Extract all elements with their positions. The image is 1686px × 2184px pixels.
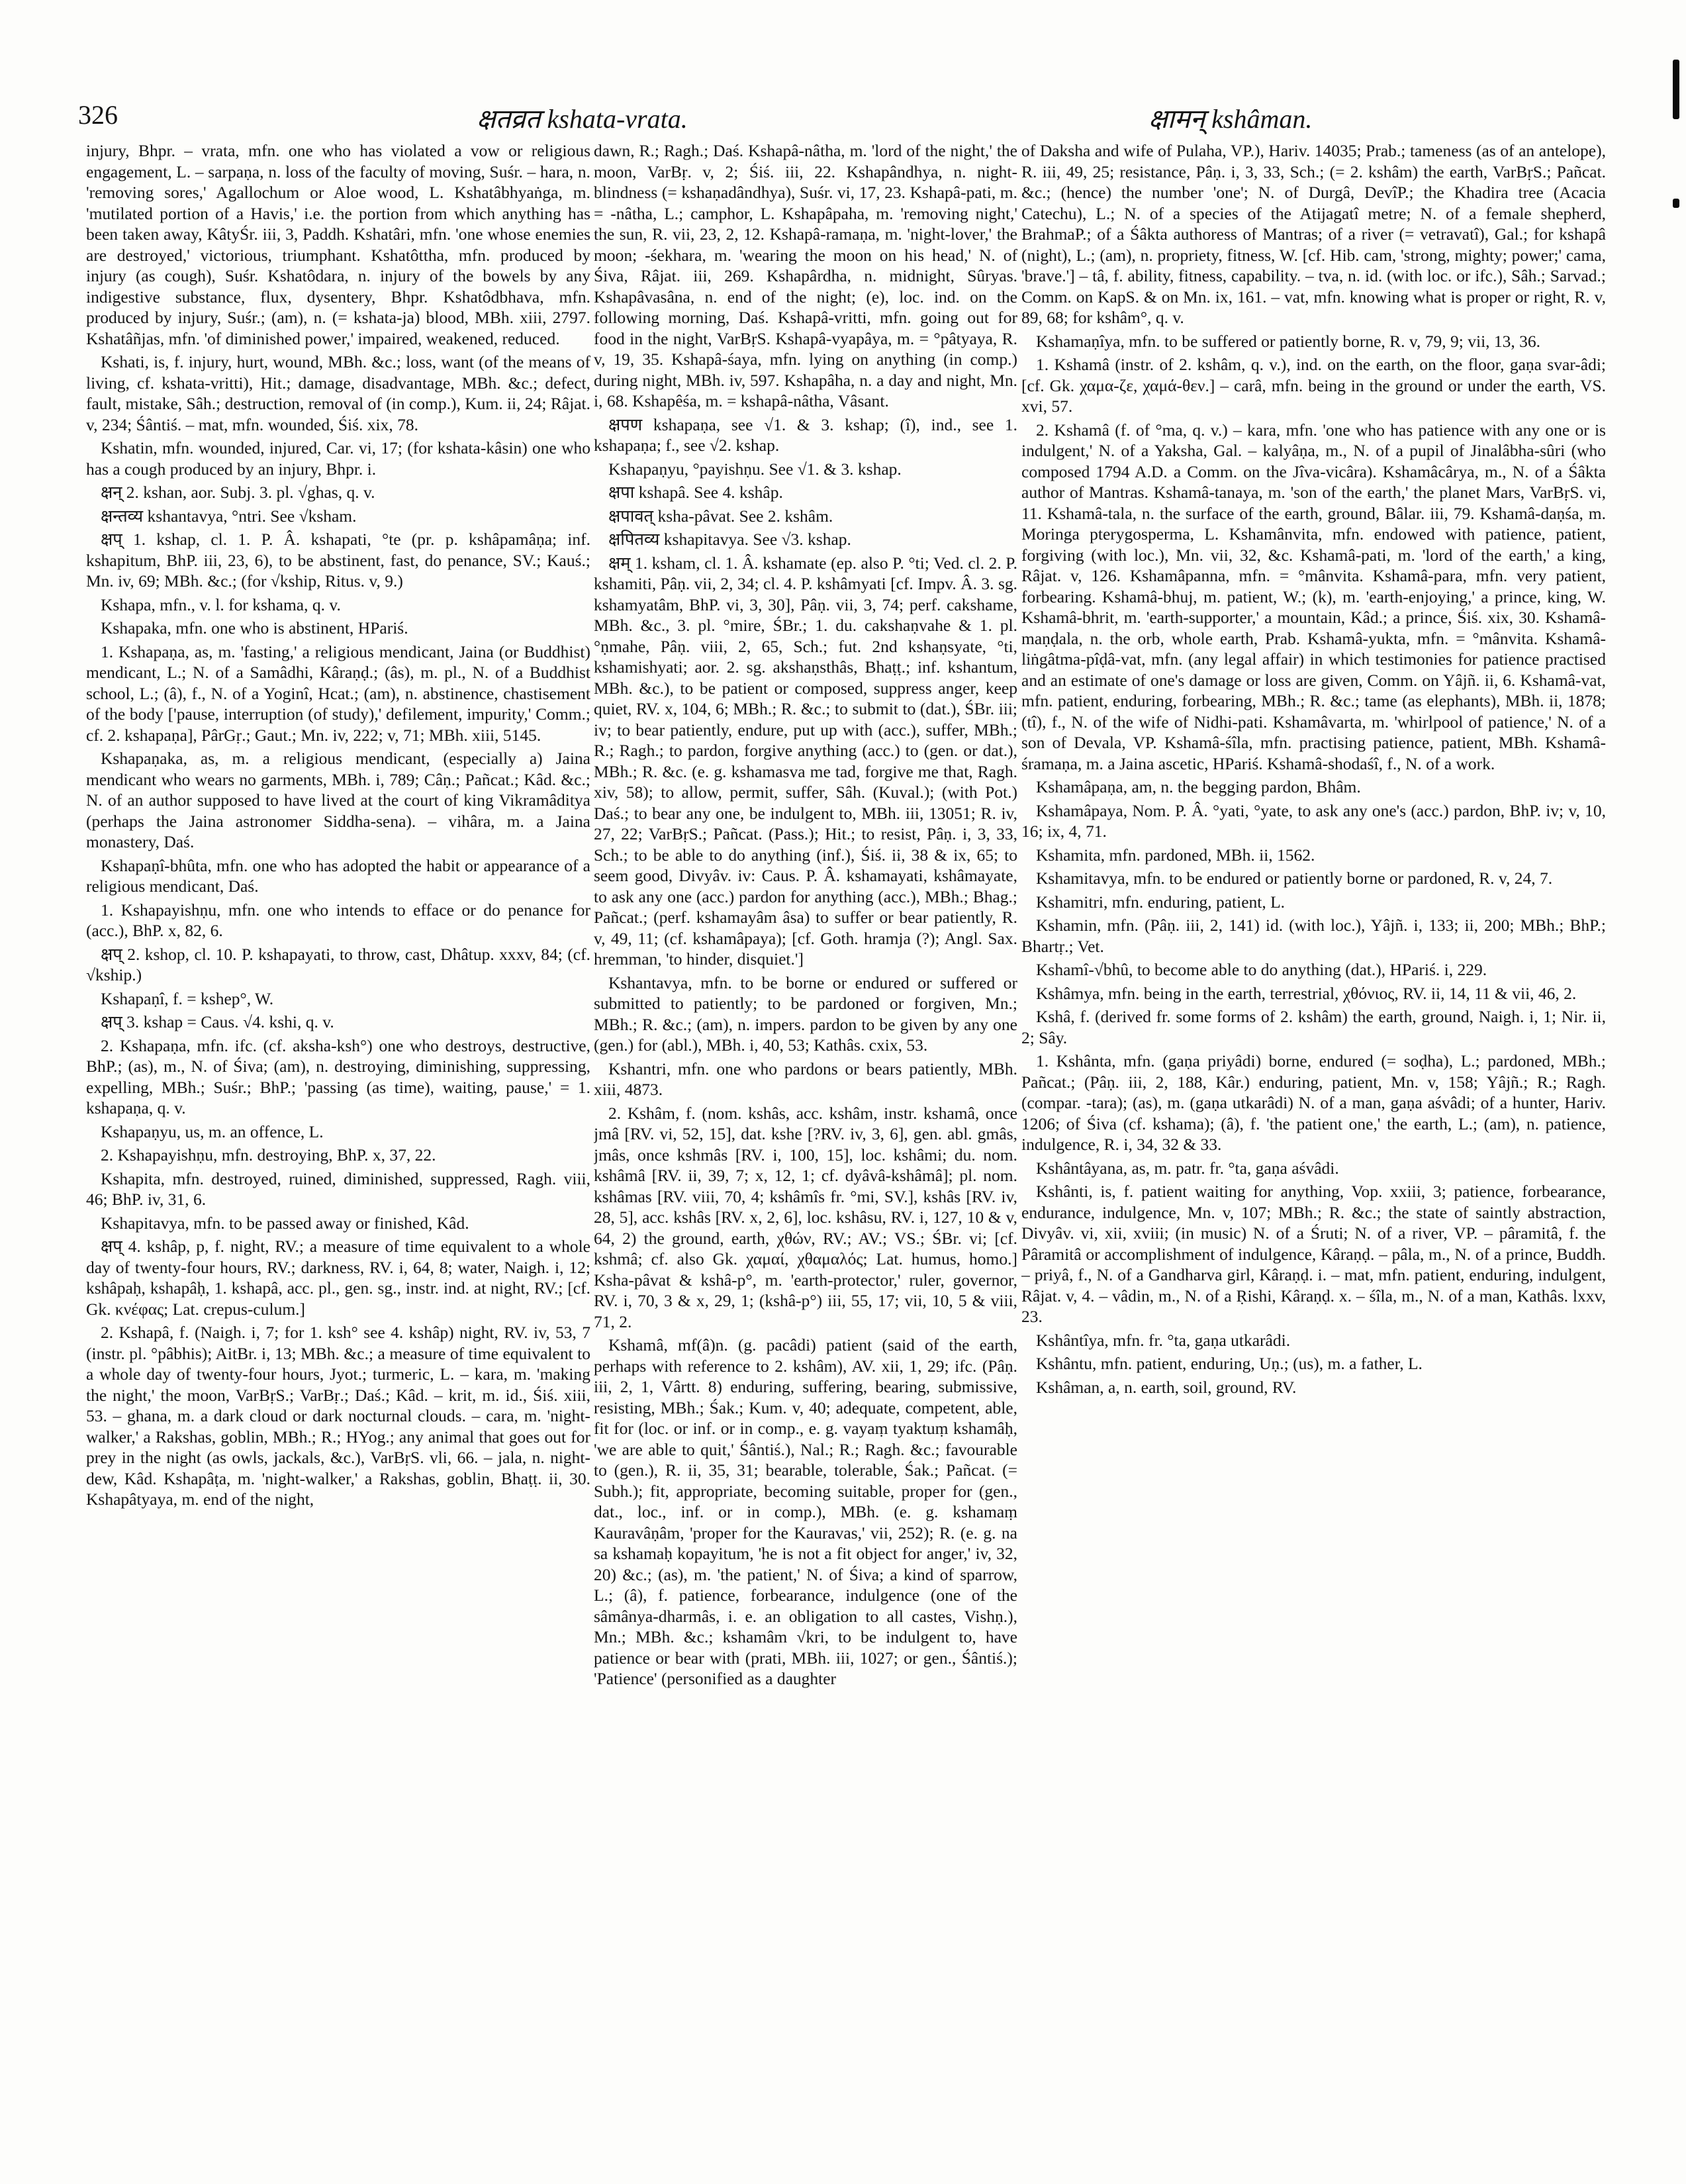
dictionary-entry: क्षप् 2. kshop, cl. 10. P. kshapayati, to throw, cast, Dhâtup. xxxv, 84; (cf. √kship.)	[86, 944, 590, 984]
running-head-left: क्षतव्रत kshata-vrata.	[477, 104, 688, 134]
dictionary-column-2	[594, 140, 1017, 2100]
dictionary-entry: Kshapa, mfn., v. l. for kshama, q. v.	[101, 594, 341, 614]
dictionary-column-1	[86, 140, 590, 2100]
dictionary-entry: क्षपण kshapaṇa, see √1. & 3. kshap; (î), ind., see 1. kshapaṇa; f., see √2. kshap.	[594, 414, 1017, 455]
dictionary-entry: 2. Kshapâ, f. (Naigh. i, 7; for 1. ksh° see 4. kshâp) night, RV. iv, 53, 7 (instr. pl. °pâbhis); AitBr. i, 13; MBh. &c.; a measure of time equivalent to a whole day of twenty-four hours, Jyot.; turmeric, L. – kara, m. 'making the night,' the moon, VarBṛS.; VarBṛ.; Daś.; Kâd. – krit, m. id., Śiś. xiii, 53. – ghana, m. a dark cloud or dark nocturnal clouds. – cara, m. 'night-walker,' a Rakshas, goblin, MBh.; R.; HYog.; any animal that goes out for prey in the night (as owls, jackals, &c.), VarBṛS. vli, 66. – jala, n. night-dew, Kâd. Kshapâṭa, m. 'night-walker,' a Rakshas, goblin, Bhaṭṭ. ii, 30. Kshapâtyaya, m. end of the night,	[86, 1323, 590, 1509]
dictionary-entry: Kshânti, is, f. patient waiting for anything, Vop. xxiii, 3; patience, forbearance, endurance, indulgence, Mn. v, 107; MBh.; R. &c.; the state of saintly abstraction, Divyâv. vi, xii, xviii; (in music) N. of a Śruti; N. of a river, VP. – pâramitâ, f. the Pâramitâ or accomplishment of indulgence, Kâraṇḍ. – pâla, m., N. of a prince, Buddh. – priyâ, f., N. of a Gandharva girl, Kâraṇḍ. i. – mat, mfn. patient, enduring, indulgent, Râjat. v, 4. – vâdin, m., N. of a Ṛishi, Kâraṇḍ. x. – śîla, m., N. of a man, Kathâs. lxxv, 23.	[1021, 1182, 1606, 1326]
dictionary-entry: Kshamaṇîya, mfn. to be suffered or patiently borne, R. v, 79, 9; vii, 13, 36.	[1036, 331, 1541, 351]
dictionary-entry: Kshântâyana, as, m. patr. fr. °ta, gaṇa aśvâdi.	[1036, 1158, 1339, 1178]
dictionary-entry: Kshapaṇî-bhûta, mfn. one who has adopted the habit or appearance of a religious mendicant, Daś.	[86, 855, 590, 896]
running-head-right: क्षामन् kshâman.	[1148, 104, 1313, 134]
dictionary-entry: Kshamin, mfn. (Pâṇ. iii, 2, 141) id. (with loc.), Yâjñ. i, 133; ii, 200; MBh.; BhP.; Bhartṛ.; Vet.	[1021, 916, 1606, 956]
dictionary-entry: Kshati, is, f. injury, hurt, wound, MBh. &c.; loss, want (of the means of living, cf. kshata-vritti), Hit.; damage, disadvantage, MBh. &c.; defect, fault, mistake, Sâh.; destruction, removal of (in comp.), Kum. ii, 24; Râjat. v, 234; Śântiś. – mat, mfn. wounded, Śiś. xix, 78.	[86, 352, 590, 434]
dictionary-entry: Kshapaṇyu, °payishṇu. See √1. & 3. kshap.	[608, 459, 902, 479]
dictionary-entry: 2. Kshâm, f. (nom. kshâs, acc. kshâm, instr. kshamâ, once jmâ [RV. vi, 52, 15], dat. kshe [?RV. iv, 3, 6], gen. abl. gmâs, jmâs, once kshmâs [RV. i, 100, 15], loc. kshâmi; du. nom. kshâmâ [RV. ii, 39, 7; x, 12, 1; cf. dyâvâ-kshâmâ]; pl. nom. kshâmas [RV. viii, 70, 4; kshâmîs fr. °mi, SV.], kshâs [RV. iv, 28, 5], acc. kshâs [RV. x, 2, 6], loc. kshâsu, RV. i, 127, 10 & v, 64, 2) the ground, earth, χθών, RV.; AV.; VS.; ŚBr. vi; [cf. kshmâ; cf. also Gk. χαμαί, χθαμαλός; Lat. humus, homo.] Ksha-pâvat & kshâ-p°, m. 'earth-protector,' ruler, governor, RV. i, 70, 3 & x, 29, 1; (kshâ-p°) iii, 55, 17; vii, 10, 5 & viii, 71, 2.	[594, 1103, 1017, 1331]
dictionary-entry: क्षप् 4. kshâp, p, f. night, RV.; a measure of time equivalent to a whole day of twenty-four hours, RV.; darkness, RV. i, 64, 8; water, Naigh. i, 12; kshâpaḥ, kshapâḥ, 1. kshapâ, acc. pl., gen. sg., instr. ind. at night, RV.; [cf. Gk. κνέφας; Lat. crepus-culum.]	[86, 1237, 590, 1319]
dictionary-entry: 1. Kshânta, mfn. (gaṇa priyâdi) borne, endured (= soḍha), L.; pardoned, MBh.; Pañcat.; (Pâṇ. iii, 2, 188, Kâr.) enduring, patient, Mn. v, 158; Yâjñ.; R.; Ragh. (compar. -tara); (as), m. (gaṇa utkarâdi) N. of a man, gaṇa aśvâdi; of a hunter, Hariv. 1206; of Śiva (cf. kshama); (â), f. 'the patient one,' the earth, L.; (am), n. patience, indulgence, R. i, 34, 32 & 33.	[1021, 1051, 1606, 1154]
dictionary-entry: Kshamita, mfn. pardoned, MBh. ii, 1562.	[1036, 845, 1315, 865]
dictionary-entry: Kshâmya, mfn. being in the earth, terrestrial, χθόνιος, RV. ii, 14, 11 & vii, 46, 2.	[1036, 983, 1577, 1003]
dictionary-entry: Kshatin, mfn. wounded, injured, Car. vi, 17; (for kshata-kâsin) one who has a cough produced by an injury, Bhpr. i.	[86, 438, 590, 479]
dictionary-entry: Kshamî-√bhû, to become able to do anything (dat.), HPariś. i, 229.	[1036, 960, 1487, 979]
dictionary-entry: Kshamitri, mfn. enduring, patient, L.	[1036, 892, 1286, 912]
dictionary-entry: 2. Kshapaṇa, mfn. ifc. (cf. aksha-ksh°) one who destroys, destructive, BhP.; (as), m., N. of Śiva; (am), n. destroying, diminishing, suppressing, expelling, MBh.; Suśr.; BhP.; 'passing (as time), waiting, pause,' = 1. kshapaṇa, q. v.	[86, 1035, 590, 1117]
dictionary-entry: Kshantavya, mfn. to be borne or endured or suffered or submitted to patiently; to be pardoned or forgiven, Mn.; MBh.; R. &c.; (am), n. impers. pardon to be given by any one (gen.) for (abl.), MBh. i, 40, 53; Kathâs. cxix, 53.	[594, 973, 1017, 1055]
dictionary-entry: 1. Kshapaṇa, as, m. 'fasting,' a religious mendicant, Jaina (or Buddhist) mendicant, L.; N. of a Samâdhi, Kâraṇḍ.; (âs), m. pl., N. of a Buddhist school, L.; (â), f., N. of a Yoginî, Hcat.; (am), n. abstinence, chastisement of the body ['pause, interruption (of study),' defilement, impurity,' Comm.; cf. 2. kshapaṇa], PârGṛ.; Gaut.; Mn. iv, 222; v, 71; MBh. xiii, 5145.	[86, 641, 590, 745]
dictionary-entry: क्षपा kshapâ. See 4. kshâp.	[608, 483, 783, 502]
dictionary-entry: Kshapaṇyu, us, m. an offence, L.	[101, 1121, 324, 1141]
dictionary-entry: Kshamitavya, mfn. to be endured or patiently borne or pardoned, R. v, 24, 7.	[1036, 869, 1553, 888]
dictionary-entry: Kshapitavya, mfn. to be passed away or finished, Kâd.	[101, 1213, 469, 1233]
page-number: 326	[78, 100, 118, 130]
dictionary-column-3	[1021, 140, 1606, 2100]
dictionary-entry: Kshântîya, mfn. fr. °ta, gaṇa utkarâdi.	[1036, 1330, 1291, 1350]
dictionary-entry: 1. Kshapayishṇu, mfn. one who intends to efface or do penance for (acc.), BhP. x, 82, 6.	[86, 900, 590, 940]
dictionary-entry: injury, Bhpr. – vrata, mfn. one who has violated a vow or religious engagement, L. – sarpaṇa, n. loss of the faculty of moving, Suśr. – hara, n. 'removing sores,' Agallochum or Aloe wood, L. Kshatâbhyaṅga, m. 'mutilated portion of a Havis,' i.e. the portion from which anything has been taken away, KâtyŚr. iii, 3, Paddh. Kshatâri, mfn. 'one whose enemies are destroyed,' victorious, triumphant. Kshatôttha, mfn. produced by injury (as cough), Suśr. Kshatôdara, n. injury of the bowels by any indigestive substance, flux, dysentery, Bhpr. Kshatôdbhava, mfn. produced by injury, Suśr.; (am), n. (= kshata-ja) blood, MBh. xiii, 2797. Kshatâñjas, mfn. 'of diminished power,' impaired, weakened, reduced.	[86, 141, 590, 348]
page-edge-mark	[1673, 60, 1679, 119]
dictionary-entry: 1. Kshamâ (instr. of 2. kshâm, q. v.), ind. on the earth, on the floor, gaṇa svar-âdi; [cf. Gk. χαμα-ζε, χαμά-θεν.] – carâ, mfn. being in the ground or under the earth, VS. xvi, 57.	[1021, 355, 1606, 416]
dictionary-entry: Kshamâpaṇa, am, n. the begging pardon, Bhâm.	[1036, 777, 1361, 796]
dictionary-entry: dawn, R.; Ragh.; Daś. Kshapâ-nâtha, m. 'lord of the night,' the moon, VarBṛ. v, 2; Śiś. iii, 22. Kshapândhya, n. night-blindness (= kshaṇadândhya), Suśr. vi, 17, 23. Kshapâ-pati, m. = -nâtha, L.; camphor, L. Kshapâpaha, m. 'removing night,' the sun, R. vii, 23, 2, 12. Kshapâ-ramaṇa, m. 'night-lover,' the moon; -śekhara, m. 'wearing the moon on his head,' N. of Śiva, Râjat. iii, 269. Kshapârdha, n. midnight, Sûryas. Kshapâvasâna, n. end of the night; (e), loc. ind. on the following morning, Daś. Kshapâ-vritti, mfn. going out for food in the night, VarBṛS. Kshapâ-vyapâya, m. = °pâtyaya, R. v, 19, 35. Kshapâ-śaya, mfn. lying on anything (in comp.) during night, MBh. iv, 597. Kshapâha, n. a day and night, Mn. i, 68. Kshapêśa, m. = kshapâ-nâtha, Vâsant.	[594, 141, 1017, 410]
dictionary-entry: क्षन् 2. kshan, aor. Subj. 3. pl. √ghas, q. v.	[101, 483, 375, 502]
dictionary-entry: Kshapaka, mfn. one who is abstinent, HPariś.	[101, 618, 408, 638]
page-edge-mark	[1673, 199, 1679, 208]
dictionary-entry: Kshantri, mfn. one who pardons or bears patiently, MBh. xiii, 4873.	[594, 1059, 1017, 1099]
dictionary-entry: Kshamâ, mf(â)n. (g. pacâdi) patient (said of the earth, perhaps with reference to 2. kshâm), AV. xii, 1, 29; ifc. (Pâṇ. iii, 2, 1, Vârtt. 8) enduring, suffering, bearing, submissive, resisting, MBh.; Śak.; Kum. v, 40; adequate, competent, able, fit for (loc. or inf. or in comp., e. g. vayaṃ tyaktuṃ kshamâḥ, 'we are able to quit,' Śântiś.), Nal.; R.; Ragh. &c.; favourable to (gen.), R. ii, 35, 31; bearable, tolerable, Śak.; Pañcat. (= Subh.); fit, appropriate, becoming suitable, proper for (gen., dat., loc., inf. or in comp.), MBh. (e. g. kshamaṃ Kauravâṇâm, 'proper for the Kauravas,' vii, 252); R. (e. g. na sa kshamaḥ kopayitum, 'he is not a fit object for anger,' iv, 32, 20) &c.; (as), m. 'the patient,' N. of Śiva; a kind of sparrow, L.; (â), f. patience, forbearance, indulgence (one of the sâmânya-dharmâs, i. e. an obligation to all castes, Vishṇ.), Mn.; MBh. &c.; kshamâm √kri, to be indulgent to, have patience or bear with (prati, MBh. iii, 1027; or gen., Śântiś.); 'Patience' (personified as a daughter	[594, 1335, 1017, 1688]
dictionary-entry: Kshapaṇaka, as, m. a religious mendicant, (especially a) Jaina mendicant who wears no garments, MBh. i, 789; Câṇ.; Pañcat.; Kâd. &c.; N. of an author supposed to have lived at the court of king Vikramâditya (perhaps the Jaina astronomer Siddha-sena). – vihâra, m. a Jaina monastery, Daś.	[86, 749, 590, 851]
dictionary-entry: क्षपावत् ksha-pâvat. See 2. kshâm.	[608, 506, 833, 526]
dictionary-entry: Kshapaṇî, f. = kshep°, W.	[101, 988, 274, 1008]
dictionary-entry: 2. Kshamâ (f. of °ma, q. v.) – kara, mfn. 'one who has patience with any one or is indulgent,' N. of a Yaksha, Gal. – kalyâṇa, m., N. of a pupil of Jinalâbha-sûri (who composed 1794 A.D. a Comm. on the Jîva-vicâra). Kshamâcârya, m., N. of a Śâkta author of Mantras. Kshamâ-tanaya, m. 'son of the earth,' the planet Mars, VarBṛS. vi, 11. Kshamâ-tala, n. the surface of the earth, ground, Bâlar. iii, 79. Kshamâ-daṇśa, m. Moringa pterygosperma, L. Kshamânvita, mfn. endowed with patience, patient, forgiving (with loc.), Mn. vii, 32, &c. Kshamâ-pati, m. 'lord of the earth,' a king, Râjat. v, 126. Kshamâpanna, mfn. = °mânvita. Kshamâ-para, mfn. very patient, forbearing. Kshamâ-bhuj, m. patient, W.; (k), m. 'earth-enjoying,' a prince, king, W. Kshamâ-bhrit, m. 'earth-supporter,' a mountain, Kâd.; a prince, Śiś. xix, 30. Kshamâ-maṇḍala, n. the orb, whole earth, Prab. Kshamâ-yukta, mfn. = °mânvita. Kshamâ-liṅgâtma-pîḍâ-vat, mfn. (any legal affair) in which testimonies for patience practised and an estimate of one's damage or loss are given, Comm. on Yâjñ. ii, 6. Kshamâ-vat, mfn. patient, enduring, forbearing, MBh.; R. &c.; tame (as elephants), MBh. ii, 1878; (tî), f., N. of the wife of Nidhi-pati. Kshamâvarta, m. 'whirlpool of patience,' N. of a son of Devala, VP. Kshamâ-śîla, mfn. practising patience, patient, MBh. Kshamâ-śramaṇa, m. a Jaina ascetic, HPariś. Kshamâ-shodaśî, f., N. of a work.	[1021, 420, 1606, 773]
dictionary-entry: Kshântu, mfn. patient, enduring, Uṇ.; (us), m. a father, L.	[1036, 1354, 1423, 1373]
dictionary-entry: Kshapita, mfn. destroyed, ruined, diminished, suppressed, Ragh. viii, 46; BhP. iv, 31, 6.	[86, 1168, 590, 1209]
dictionary-entry: क्षप् 1. kshap, cl. 1. P. Â. kshapati, °te (pr. p. kshâpamâṇa; inf. kshapitum, BhP. iii, 23, 6), to be abstinent, fast, do penance, SV.; Kauś.; Mn. iv, 69; MBh. &c.; (for √kship, Ritus. v, 9.)	[86, 530, 590, 591]
dictionary-entry: क्षप् 3. kshap = Caus. √4. kshi, q. v.	[101, 1012, 334, 1031]
dictionary-entry: Kshâman, a, n. earth, soil, ground, RV.	[1036, 1377, 1297, 1397]
dictionary-entry: Kshâ, f. (derived fr. some forms of 2. kshâm) the earth, ground, Naigh. i, 1; Nir. ii, 2; Sây.	[1021, 1007, 1606, 1047]
dictionary-entry: क्षन्तव्य kshantavya, °ntri. See √ksham.	[101, 506, 357, 526]
dictionary-entry: of Daksha and wife of Pulaha, VP.), Hariv. 14035; Prab.; tameness (as of an antelope), R. iii, 49, 25; resistance, Pâṇ. i, 3, 33, Sch.; (= 2. kshâm) the earth, VarBṛS.; Pañcat. &c.; (hence) the number 'one'; N. of Durgâ, DevîP.; the Khadira tree (Acacia Catechu), L.; N. of a species of the Atijagatî metre; N. of a female shepherd, BrahmaP.; of a Śâkta authoress of Mantras; of a river (= vetravatî), Gal.; for kshapâ (night), L.; (am), n. propriety, fitness, W. [cf. Hib. cam, 'strong, mighty; power;' cama, 'brave.'] – tâ, f. ability, fitness, capability. – tva, n. id. (with loc. or ifc.), Sâh.; Sarvad.; Comm. on KapS. & on Mn. ix, 161. – vat, mfn. knowing what is proper or right, R. v, 89, 68; for kshâm°, q. v.	[1021, 141, 1606, 327]
dictionary-entry: Kshamâpaya, Nom. P. Â. °yati, °yate, to ask any one's (acc.) pardon, BhP. iv; v, 10, 16; ix, 4, 71.	[1021, 800, 1606, 841]
dictionary-entry: क्षम् 1. ksham, cl. 1. Â. kshamate (ep. also P. °ti; Ved. cl. 2. P. kshamiti, Pâṇ. vii, 2, 34; cl. 4. P. kshâmyati [cf. Impv. Â. 3. sg. kshamyatâm, BhP. vi, 3, 30], Pâṇ. vii, 3, 74; perf. cakshame, MBh. &c., 3. pl. °mire, ŚBr.; 1. du. cakshaṇvahe & 1. pl. °ṇmahe, Pâṇ. viii, 2, 65, Sch.; fut. 2nd kshaṇsyate, °ti, kshamishyati; aor. 2. sg. akshaṇsthâs, Bhaṭṭ.; inf. kshantum, MBh. &c.), to be patient or composed, suppress anger, keep quiet, RV. x, 104, 6; MBh.; R. &c.; to submit to (dat.), ŚBr. iii; iv; to bear patiently, endure, put up with (acc.), suffer, MBh.; R.; Ragh.; to pardon, forgive anything (acc.) to (gen. or dat.), MBh.; R. &c. (e. g. kshamasva me tad, forgive me that, Ragh. xiv, 58); to allow, permit, suffer, Sâh. (Kuval.); (with Pot.) Daś.; to bear any one, be indulgent to, MBh. iii, 13051; R. iv, 27, 22; VarBṛS.; Pañcat. (Pass.); Hit.; to resist, Pâṇ. i, 3, 33, Sch.; to be able to do anything (inf.), Śiś. ii, 38 & ix, 65; to seem good, Divyâv. iv: Caus. P. Â. kshamayati, kshâmayate, to ask any one (acc.) pardon for anything (acc.), MBh.; Bhag.; Pañcat.; (perf. kshamayâm âsa) to suffer or bear patiently, R. v, 49, 11; (cf. kshamâpaya); [cf. Goth. hramja (?); Angl. Sax. hremman, 'to hinder, disquiet.']	[594, 553, 1017, 969]
dictionary-entry: 2. Kshapayishṇu, mfn. destroying, BhP. x, 37, 22.	[101, 1145, 436, 1164]
dictionary-entry: क्षपितव्य kshapitavya. See √3. kshap.	[608, 530, 851, 549]
